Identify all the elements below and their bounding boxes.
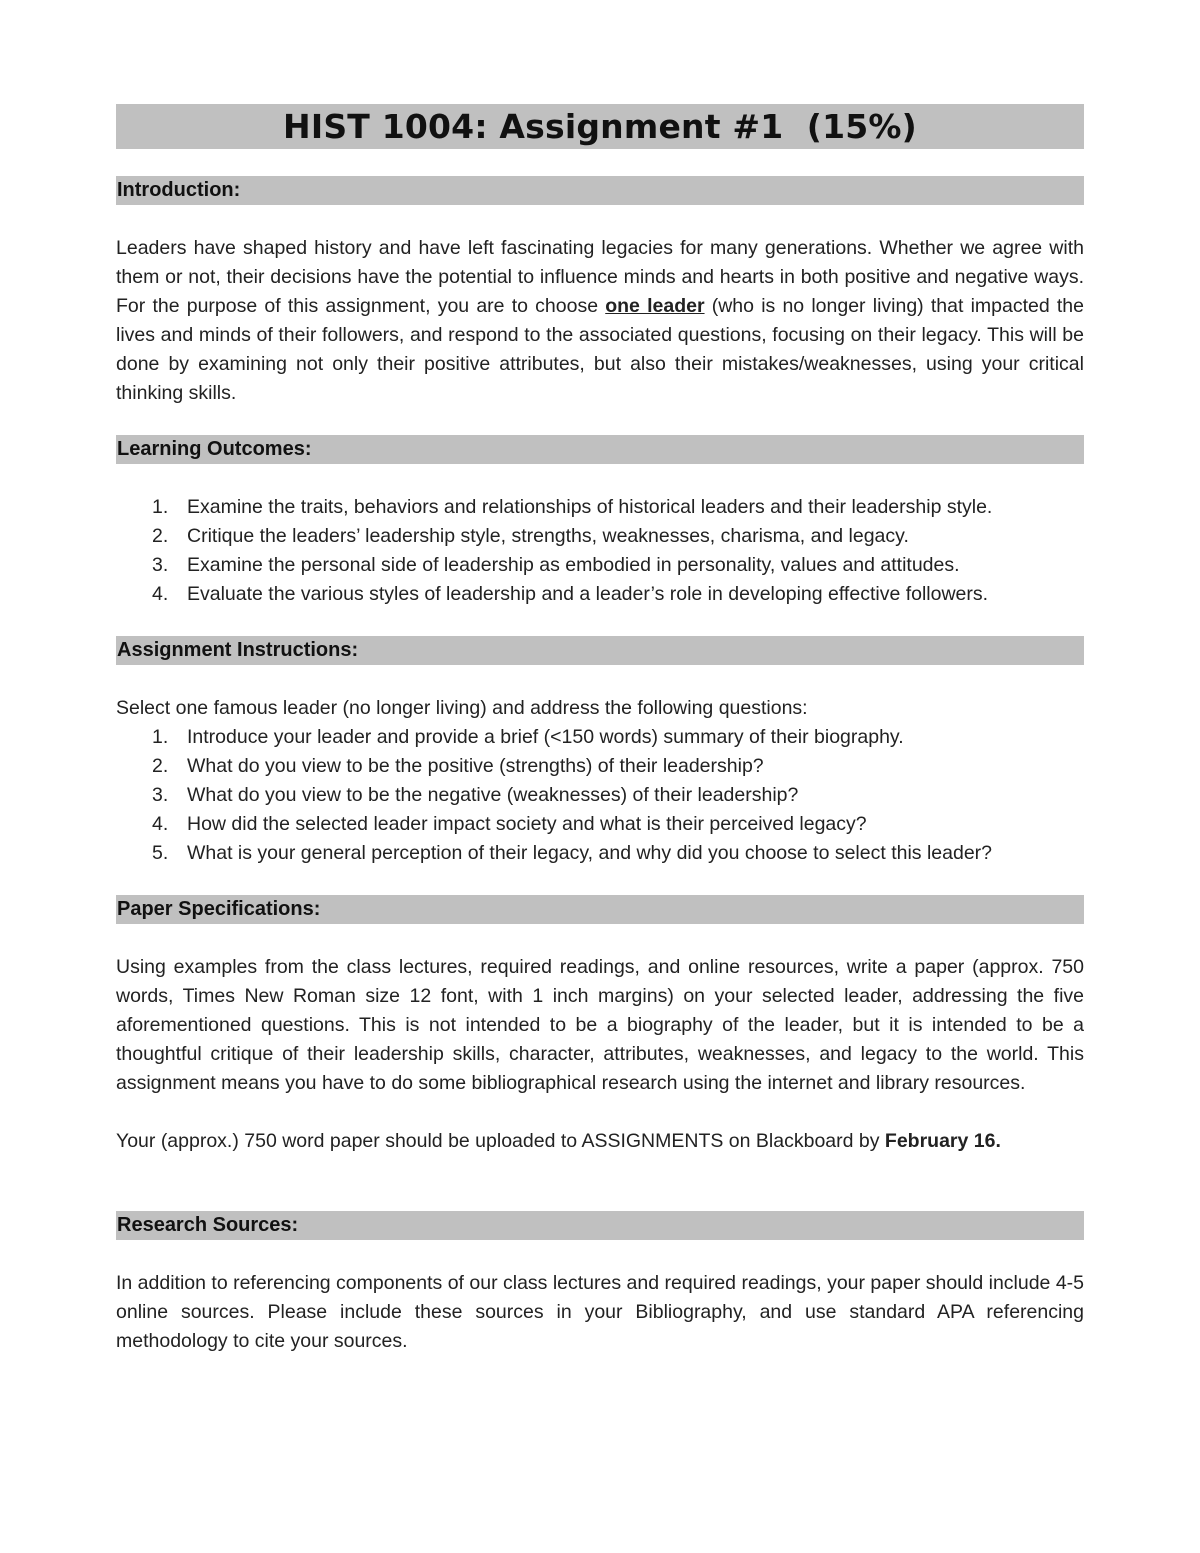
assignment-questions-list xyxy=(116,723,1084,868)
list-number: 3. xyxy=(152,554,169,576)
list-text: Introduce your leader and provide a brief (<150 words) summary of their biography. xyxy=(187,726,904,748)
list-item xyxy=(116,551,1084,580)
list-item xyxy=(116,752,1084,781)
list-number: 2. xyxy=(152,525,169,547)
list-text: What do you view to be the positive (strengths) of their leadership? xyxy=(187,755,764,777)
list-item xyxy=(116,839,1084,868)
list-text: Critique the leaders’ leadership style, strengths, weaknesses, charisma, and legacy. xyxy=(187,525,909,547)
list-text: How did the selected leader impact society and what is their perceived legacy? xyxy=(187,813,867,835)
learning-outcomes-heading-bar xyxy=(116,435,1084,464)
research-sources-heading-bar xyxy=(116,1211,1084,1240)
list-number: 2. xyxy=(152,755,169,777)
list-item xyxy=(116,522,1084,551)
introduction-heading: Introduction: xyxy=(117,179,241,201)
list-number: 1. xyxy=(152,496,169,518)
due-date-paragraph xyxy=(116,1127,1084,1156)
assignment-instructions-heading-bar xyxy=(116,636,1084,665)
one-leader-emphasis: one leader xyxy=(605,295,705,317)
assignment-instructions-heading: Assignment Instructions: xyxy=(117,639,359,661)
list-number: 5. xyxy=(152,842,169,864)
learning-outcomes-heading: Learning Outcomes: xyxy=(117,438,312,460)
list-number: 3. xyxy=(152,784,169,806)
introduction-paragraph xyxy=(116,234,1084,408)
learning-outcomes-list xyxy=(116,493,1084,609)
list-text: Examine the traits, behaviors and relationships of historical leaders and their leadership style. xyxy=(187,496,993,518)
list-item xyxy=(116,493,1084,522)
title-banner xyxy=(116,104,1084,149)
list-number: 4. xyxy=(152,813,169,835)
paper-specifications-paragraph: Using examples from the class lectures, required readings, and online resources, write a paper (approx. 750 words, Times New Roman size 12 font, with 1 inch margins) on your selected leader, addressing the five aforementioned questions. This is not intended to be a biography of the leader, but it is intended to be a thoughtful critique of their leadership skills, character, attributes, weaknesses, and legacy to the world. This assignment means you have to do some bibliographical research using the internet and library resources. xyxy=(116,956,1084,1094)
list-item xyxy=(116,723,1084,752)
introduction-text-before: Leaders have shaped history and have left fascinating legacies for many generations. Whether we agree with them or not, their decisions have the potential to influence minds and hearts in both positive and negative ways. For the purpose of this assignment, you are to choose xyxy=(116,237,1084,317)
due-date: February 16. xyxy=(884,1130,1001,1152)
list-text: What is your general perception of their legacy, and why did you choose to select this leader? xyxy=(187,842,993,864)
research-sources-heading: Research Sources: xyxy=(117,1214,299,1236)
list-item xyxy=(116,810,1084,839)
list-number: 4. xyxy=(152,583,169,605)
list-text: Evaluate the various styles of leadership and a leader’s role in developing effective followers. xyxy=(187,583,989,605)
paper-specifications-heading: Paper Specifications: xyxy=(117,898,321,920)
document-title: HIST 1004: Assignment #1 (15%) xyxy=(283,107,917,146)
assignment-document xyxy=(116,104,1084,1356)
assignment-instructions-intro: Select one famous leader (no longer living) and address the following questions: xyxy=(116,697,808,719)
introduction-heading-bar xyxy=(116,176,1084,205)
list-text: Examine the personal side of leadership as embodied in personality, values and attitudes. xyxy=(187,554,960,576)
paper-specifications-heading-bar xyxy=(116,895,1084,924)
list-number: 1. xyxy=(152,726,169,748)
introduction-text-after: (who is no longer living) that impacted the lives and minds of their followers, and respond to the associated questions, focusing on their legacy. This will be done by examining not only their positive attributes, but also their mistakes/weaknesses, using your critical thinking skills. xyxy=(116,295,1084,404)
research-sources-paragraph: In addition to referencing components of our class lectures and required readings, your paper should include 4-5 online sources. Please include these sources in your Bibliography, and use standard APA referencing methodology to cite your sources. xyxy=(116,1272,1085,1352)
list-text: What do you view to be the negative (weaknesses) of their leadership? xyxy=(187,784,799,806)
due-text: Your (approx.) 750 word paper should be uploaded to ASSIGNMENTS on Blackboard by xyxy=(116,1130,885,1152)
list-item xyxy=(116,781,1084,810)
list-item xyxy=(116,580,1084,609)
